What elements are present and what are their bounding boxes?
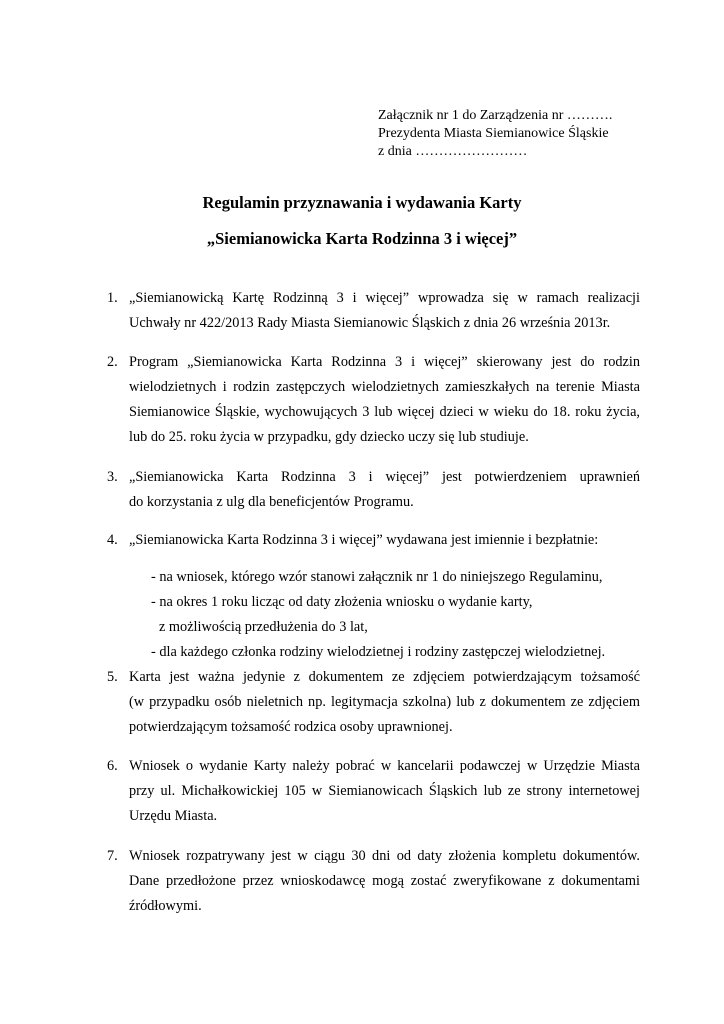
- title-line-1: Regulamin przyznawania i wydawania Karty: [202, 193, 522, 212]
- header-line-2: Prezydenta Miasta Siemianowice Śląskie: [378, 126, 609, 141]
- list-item-number: 1.: [107, 290, 118, 306]
- list-item-number: 2.: [107, 354, 118, 370]
- list-item-number: 4.: [107, 532, 118, 548]
- list-item-line: „Siemianowicka Karta Rodzinna 3 i więcej” wydawana jest imiennie i bezpłatnie:: [129, 532, 599, 548]
- list-item-line: źródłowymi.: [129, 898, 202, 914]
- list-item-line: Wniosek o wydanie Karty należy pobrać w kancelarii podawczej w Urzędzie Miasta: [129, 758, 640, 774]
- list-item-line: Program „Siemianowicka Karta Rodzinna 3 i więcej” skierowany jest do rodzin: [129, 354, 640, 370]
- sub-item: - dla każdego członka rodziny wielodzietnej i rodziny zastępczej wielodzietnej.: [151, 644, 606, 660]
- list-item-line: Siemianowice Śląskie, wychowujących 3 lub więcej dzieci w wieku do 18. roku życia,: [129, 404, 640, 420]
- list-item-line: lub do 25. roku życia w przypadku, gdy dziecko uczy się lub studiuje.: [129, 429, 529, 445]
- list-item-number: 5.: [107, 669, 118, 685]
- list-item-line: Dane przedłożone przez wnioskodawcę mogą zostać zweryfikowane z dokumentami: [129, 873, 640, 889]
- list-item-line: Wniosek rozpatrywany jest w ciągu 30 dni od daty złożenia kompletu dokumentów.: [129, 848, 640, 864]
- list-item-number: 6.: [107, 758, 118, 774]
- list-item-line: Urzędu Miasta.: [129, 808, 218, 824]
- list-item-line: do korzystania z ulg dla beneficjentów Programu.: [129, 494, 414, 510]
- header-line-1: Załącznik nr 1 do Zarządzenia nr ……….: [378, 108, 613, 123]
- sub-item: - na wniosek, którego wzór stanowi załącznik nr 1 do niniejszego Regulaminu,: [151, 569, 603, 585]
- list-item-line: (w przypadku osób nieletnich np. legitymacja szkolna) lub z dokumentem ze zdjęciem: [129, 694, 640, 710]
- sub-item: - na okres 1 roku licząc od daty złożenia wniosku o wydanie karty,: [151, 594, 533, 610]
- header-line-3: z dnia ……………………: [378, 144, 528, 159]
- list-item-line: potwierdzającym tożsamość rodzica osoby uprawnionej.: [129, 719, 453, 735]
- list-item-line: wielodzietnych i rodzin zastępczych wielodzietnych zamieszkałych na terenie Miasta: [129, 379, 640, 395]
- list-item-number: 3.: [107, 469, 118, 485]
- list-item-line: Uchwały nr 422/2013 Rady Miasta Siemianowic Śląskich z dnia 26 września 2013r.: [129, 315, 611, 331]
- list-item-line: Karta jest ważna jedynie z dokumentem ze zdjęciem potwierdzającym tożsamość: [129, 669, 640, 685]
- list-item-line: przy ul. Michałkowickiej 105 w Siemianowicach Śląskich lub ze strony internetowej: [129, 783, 640, 799]
- title-line-2: „Siemianowicka Karta Rodzinna 3 i więcej”: [206, 229, 518, 248]
- attachment-header: [378, 107, 612, 161]
- list-item-number: 7.: [107, 848, 118, 864]
- sub-item: z możliwością przedłużenia do 3 lat,: [159, 619, 368, 635]
- list-item-line: „Siemianowicka Karta Rodzinna 3 i więcej” jest potwierdzeniem uprawnień: [129, 469, 640, 485]
- list-item-line: „Siemianowicką Kartę Rodzinną 3 i więcej” wprowadza się w ramach realizacji: [129, 290, 640, 306]
